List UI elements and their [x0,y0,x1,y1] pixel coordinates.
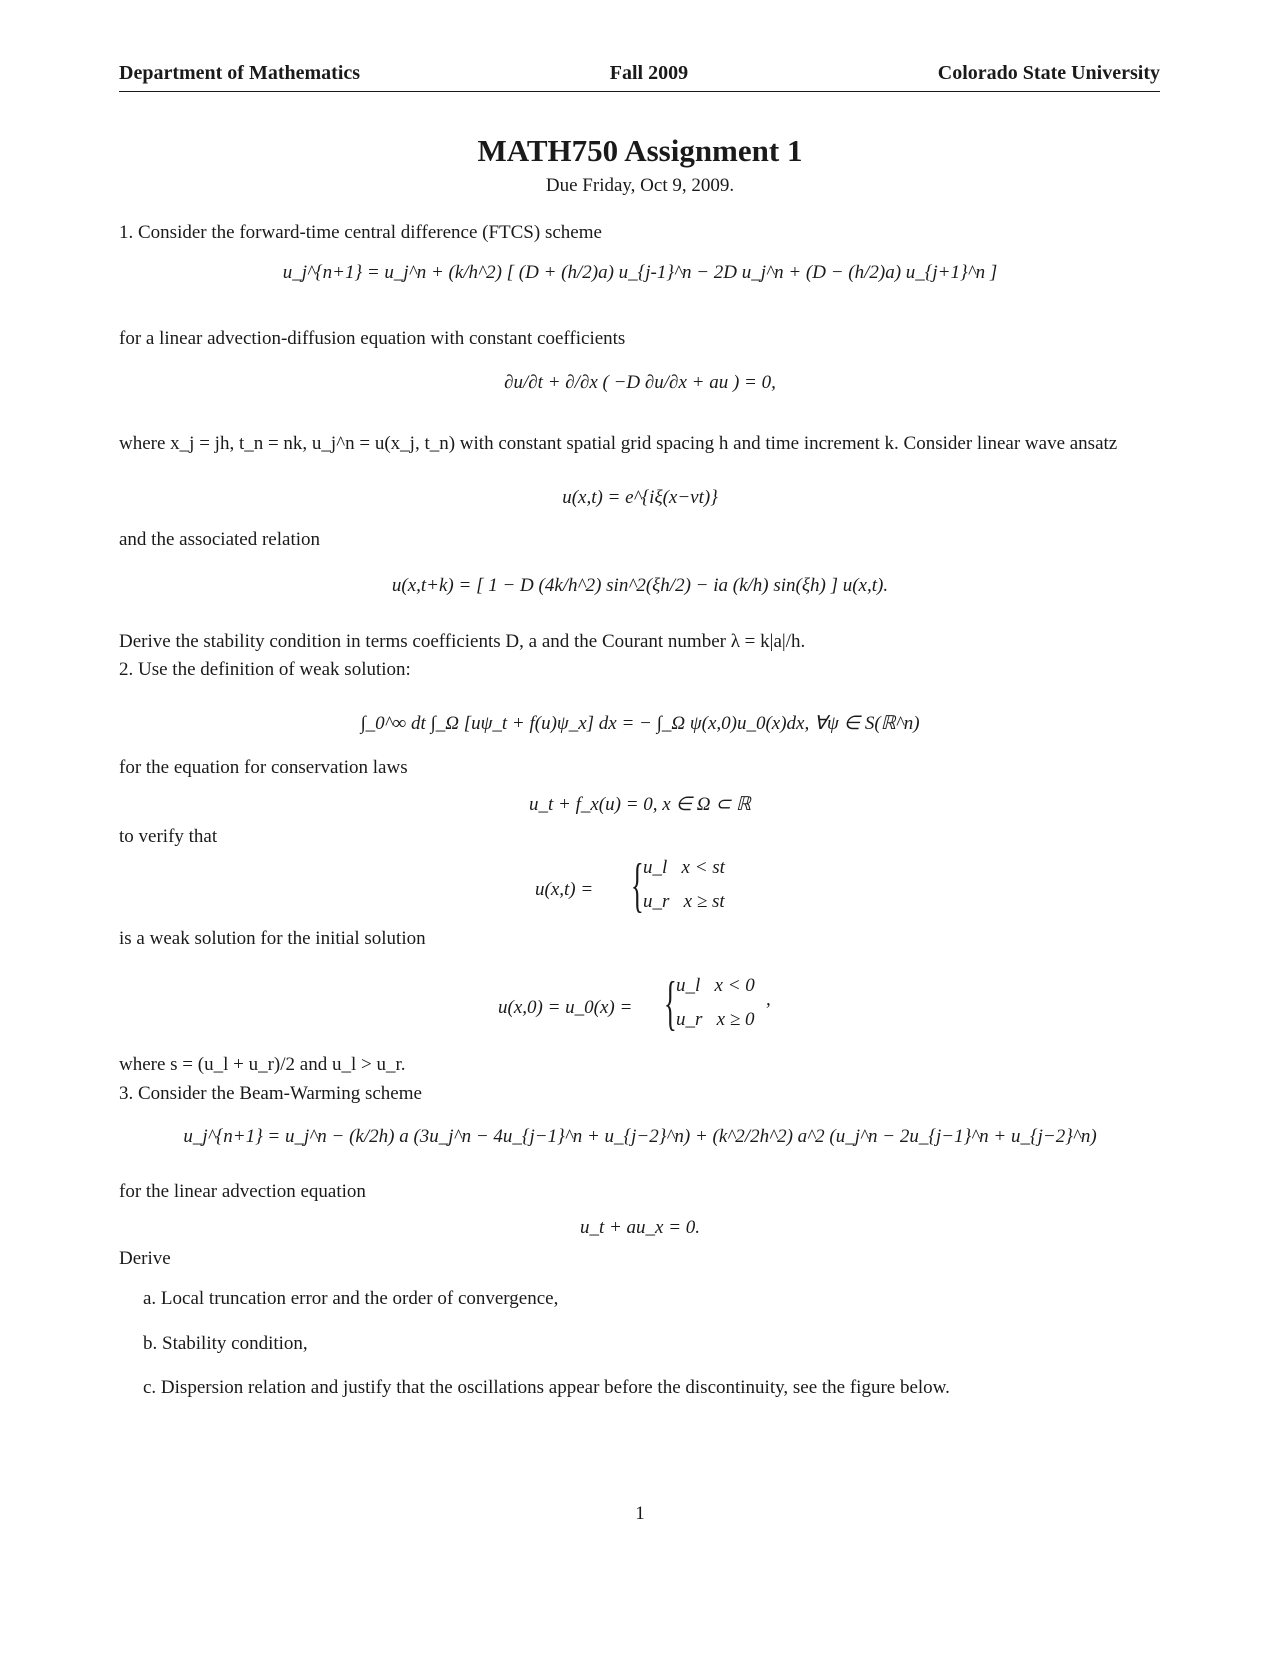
weak-solution-equation: ∫_0^∞ dt ∫_Ω [uψ_t + f(u)ψ_x] dx = − ∫_Ω ψ(x,0)u_0(x)dx, ∀ψ ∈ S(ℝ^n) [360,713,920,734]
linear-advection-equation: u_t + au_x = 0. [579,1217,701,1238]
problem2-text5: where s = (u_l + u_r)/2 and u_l > u_r. [119,1054,406,1075]
problem1-text5: Derive the stability condition in terms coefficients D, a and the Courant number λ = k|a|/h. [119,631,806,652]
problem3-text2: for the linear advection equation [119,1181,366,1202]
list-item: b. Stability condition, [143,1333,308,1354]
problem2-text2: for the equation for conservation laws [119,757,408,778]
shock-solution-lhs: u(x,t) = [535,879,594,900]
initial-condition-case-left: u_l x < 0 [676,975,755,996]
problem2-intro: 2. Use the definition of weak solution: [119,659,411,680]
ftcs-scheme-equation: u_j^{n+1} = u_j^n + (k/h^2) [ (D + (h/2)a) u_{j-1}^n − 2D u_j^n + (D − (h/2)a) u_{j+1}^n ] [282,262,998,283]
problem1-text3: where x_j = jh, t_n = nk, u_j^n = u(x_j, t_n) with constant spatial grid spacing h and time increment k. Consider linear wave ansatz [119,433,1118,454]
list-item: c. Dispersion relation and justify that the oscillations appear before the discontinuity, see the figure below. [143,1377,950,1398]
problem1-intro: 1. Consider the forward-time central difference (FTCS) scheme [119,222,602,243]
page-header [119,62,1160,92]
wave-ansatz-equation: u(x,t) = e^{iξ(x−vt)} [562,487,718,508]
problem2-text3: to verify that [119,826,218,847]
assignment-title: MATH750 Assignment 1 [477,133,803,168]
due-date: Due Friday, Oct 9, 2009. [545,175,735,196]
header-university: Colorado State University [937,62,1160,84]
beam-warming-equation: u_j^{n+1} = u_j^n − (k/2h) a (3u_j^n − 4u_{j−1}^n + u_{j−2}^n) + (k^2/2h^2) a^2 (u_j^n − 2u_{j−1}^n + u_{j−2}^n) [183,1126,1097,1147]
conservation-law-equation: u_t + f_x(u) = 0, x ∈ Ω ⊂ ℝ [529,794,751,815]
problem1-text4: and the associated relation [119,529,321,550]
shock-solution-brace: { [630,852,644,918]
problem1-text2: for a linear advection-diffusion equation with constant coefficients [119,328,626,349]
problem3-intro: 3. Consider the Beam-Warming scheme [119,1083,422,1104]
initial-condition-lhs: u(x,0) = u_0(x) = [498,997,633,1018]
amplification-relation-equation: u(x,t+k) = [ 1 − D (4k/h^2) sin^2(ξh/2) − ia (k/h) sin(ξh) ] u(x,t). [391,575,889,596]
advection-diffusion-equation: ∂u/∂t + ∂/∂x ( −D ∂u/∂x + au ) = 0, [504,372,776,393]
problem3-text3: Derive [119,1248,171,1269]
header-department: Department of Mathematics [119,62,361,84]
initial-condition-brace: { [663,970,677,1036]
shock-solution-case-left: u_l x < st [643,857,725,878]
page-number: 1 [635,1503,645,1524]
initial-condition-suffix: , [766,989,771,1010]
initial-condition-case-right: u_r x ≥ 0 [676,1009,755,1030]
list-item: a. Local truncation error and the order of convergence, [143,1288,559,1309]
header-term: Fall 2009 [609,62,689,84]
problem2-text4: is a weak solution for the initial solution [119,928,426,949]
shock-solution-case-right: u_r x ≥ st [643,891,725,912]
